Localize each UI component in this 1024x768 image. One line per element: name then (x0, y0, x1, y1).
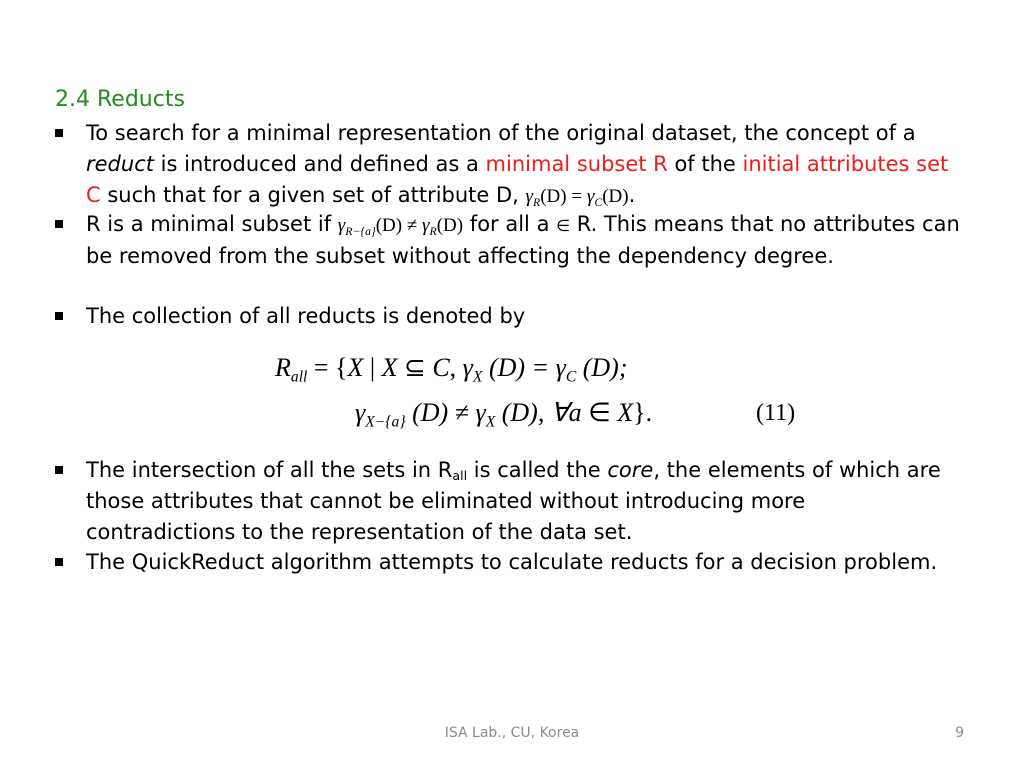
bullet-5-text: The QuickReduct algorithm attempts to calculate reducts for a decision problem. (86, 550, 938, 574)
math-gamma: γ (475, 398, 486, 427)
math-arg: (D) (375, 215, 403, 236)
math-arg: (D) (540, 186, 567, 207)
math-arg: (D) (602, 186, 629, 207)
math-operator: ⊆ (397, 353, 433, 382)
text-run: The intersection of all the sets in R (86, 458, 453, 482)
text-run: such that for a given set of attribute D, (100, 183, 526, 207)
math-arg: (D) = (482, 353, 556, 382)
math-operator: = (566, 186, 587, 207)
slide-number: 9 (955, 725, 964, 741)
bullet-marker (55, 558, 63, 566)
math-gamma: γ (586, 186, 595, 207)
math-operator: }. (633, 398, 653, 427)
math-operator: ≠ (402, 215, 423, 236)
math-arg: (D) ≠ (405, 398, 476, 427)
core-term: core (607, 458, 654, 482)
math-arg: (D), ∀ (495, 398, 569, 427)
text-run: is called the (467, 458, 608, 482)
math-subscript: R−{a} (345, 225, 376, 239)
bullet-3 (55, 301, 960, 332)
math-operator: = { (307, 353, 348, 382)
bullet-1 (55, 118, 960, 212)
math-operator: ∈ (581, 398, 618, 427)
bullet-5 (55, 547, 960, 578)
math-subscript: C (594, 196, 603, 210)
math-operator: , (449, 353, 463, 382)
bullet-marker (55, 466, 63, 474)
bullet-2 (55, 209, 960, 272)
text-run: . (628, 183, 636, 207)
reduct-term: reduct (86, 152, 154, 176)
section-heading: 2.4 Reducts (55, 87, 185, 112)
bullet-4-text (86, 455, 960, 548)
bullet-marker (55, 129, 63, 137)
math-arg: (D); (576, 353, 628, 382)
math-subscript: C (565, 368, 577, 386)
math-subscript: X (472, 368, 483, 386)
math-subscript: all (290, 368, 308, 386)
text-run: R is a minimal subset if (86, 212, 338, 236)
bullet-marker (55, 220, 63, 228)
math-subscript: X (485, 413, 496, 431)
math-gamma: γ (355, 398, 366, 427)
bullet-marker (55, 312, 63, 320)
math-symbol: X (381, 353, 398, 382)
math-gamma: γ (525, 186, 534, 207)
math-subscript: X−{a} (365, 413, 406, 431)
text-run: R. This means that no attributes can be removed from the subset without affecting the dependency degree. (86, 212, 960, 268)
math-symbol: a (568, 398, 582, 427)
math-gamma: γ (422, 215, 430, 236)
math-gamma: γ (337, 215, 346, 236)
text-run: of the (667, 152, 743, 176)
element-of-symbol: ∈ (556, 216, 571, 235)
math-symbol: X (617, 398, 634, 427)
footer-lab-name: ISA Lab., CU, Korea (444, 725, 580, 741)
equation-number: (11) (756, 400, 796, 426)
math-operator: | (363, 353, 382, 382)
math-symbol: C (432, 353, 450, 382)
text-run: To search for a minimal representation of the original dataset, the concept of a (86, 121, 916, 145)
inline-formula-dependency-equality (525, 186, 629, 210)
highlight-minimal-subset: minimal subset R (485, 152, 668, 176)
math-arg: (D) (436, 215, 464, 236)
math-subscript: R (429, 225, 437, 239)
subscript-all: all (452, 468, 468, 484)
highlight-initial-attributes: initial attributes set C (86, 152, 949, 207)
bullet-2-text (86, 209, 960, 272)
math-gamma: γ (462, 353, 473, 382)
math-subscript: R (533, 196, 541, 210)
bullet-3-text: The collection of all reducts is denoted by (86, 304, 526, 328)
text-run: for all a (463, 212, 557, 236)
bullet-1-text (86, 118, 960, 212)
text-run: is introduced and defined as a (153, 152, 486, 176)
math-symbol: X (347, 353, 364, 382)
math-gamma: γ (555, 353, 566, 382)
text-run: , the elements of which are those attributes that cannot be eliminated without introducing more contradictions to the representation of the data set. (86, 458, 941, 544)
inline-formula-dependency-inequality (337, 215, 464, 239)
bullet-4 (55, 455, 960, 548)
math-symbol: R (275, 353, 291, 382)
equation-line-1 (275, 353, 628, 386)
equation-line-2 (355, 398, 653, 431)
